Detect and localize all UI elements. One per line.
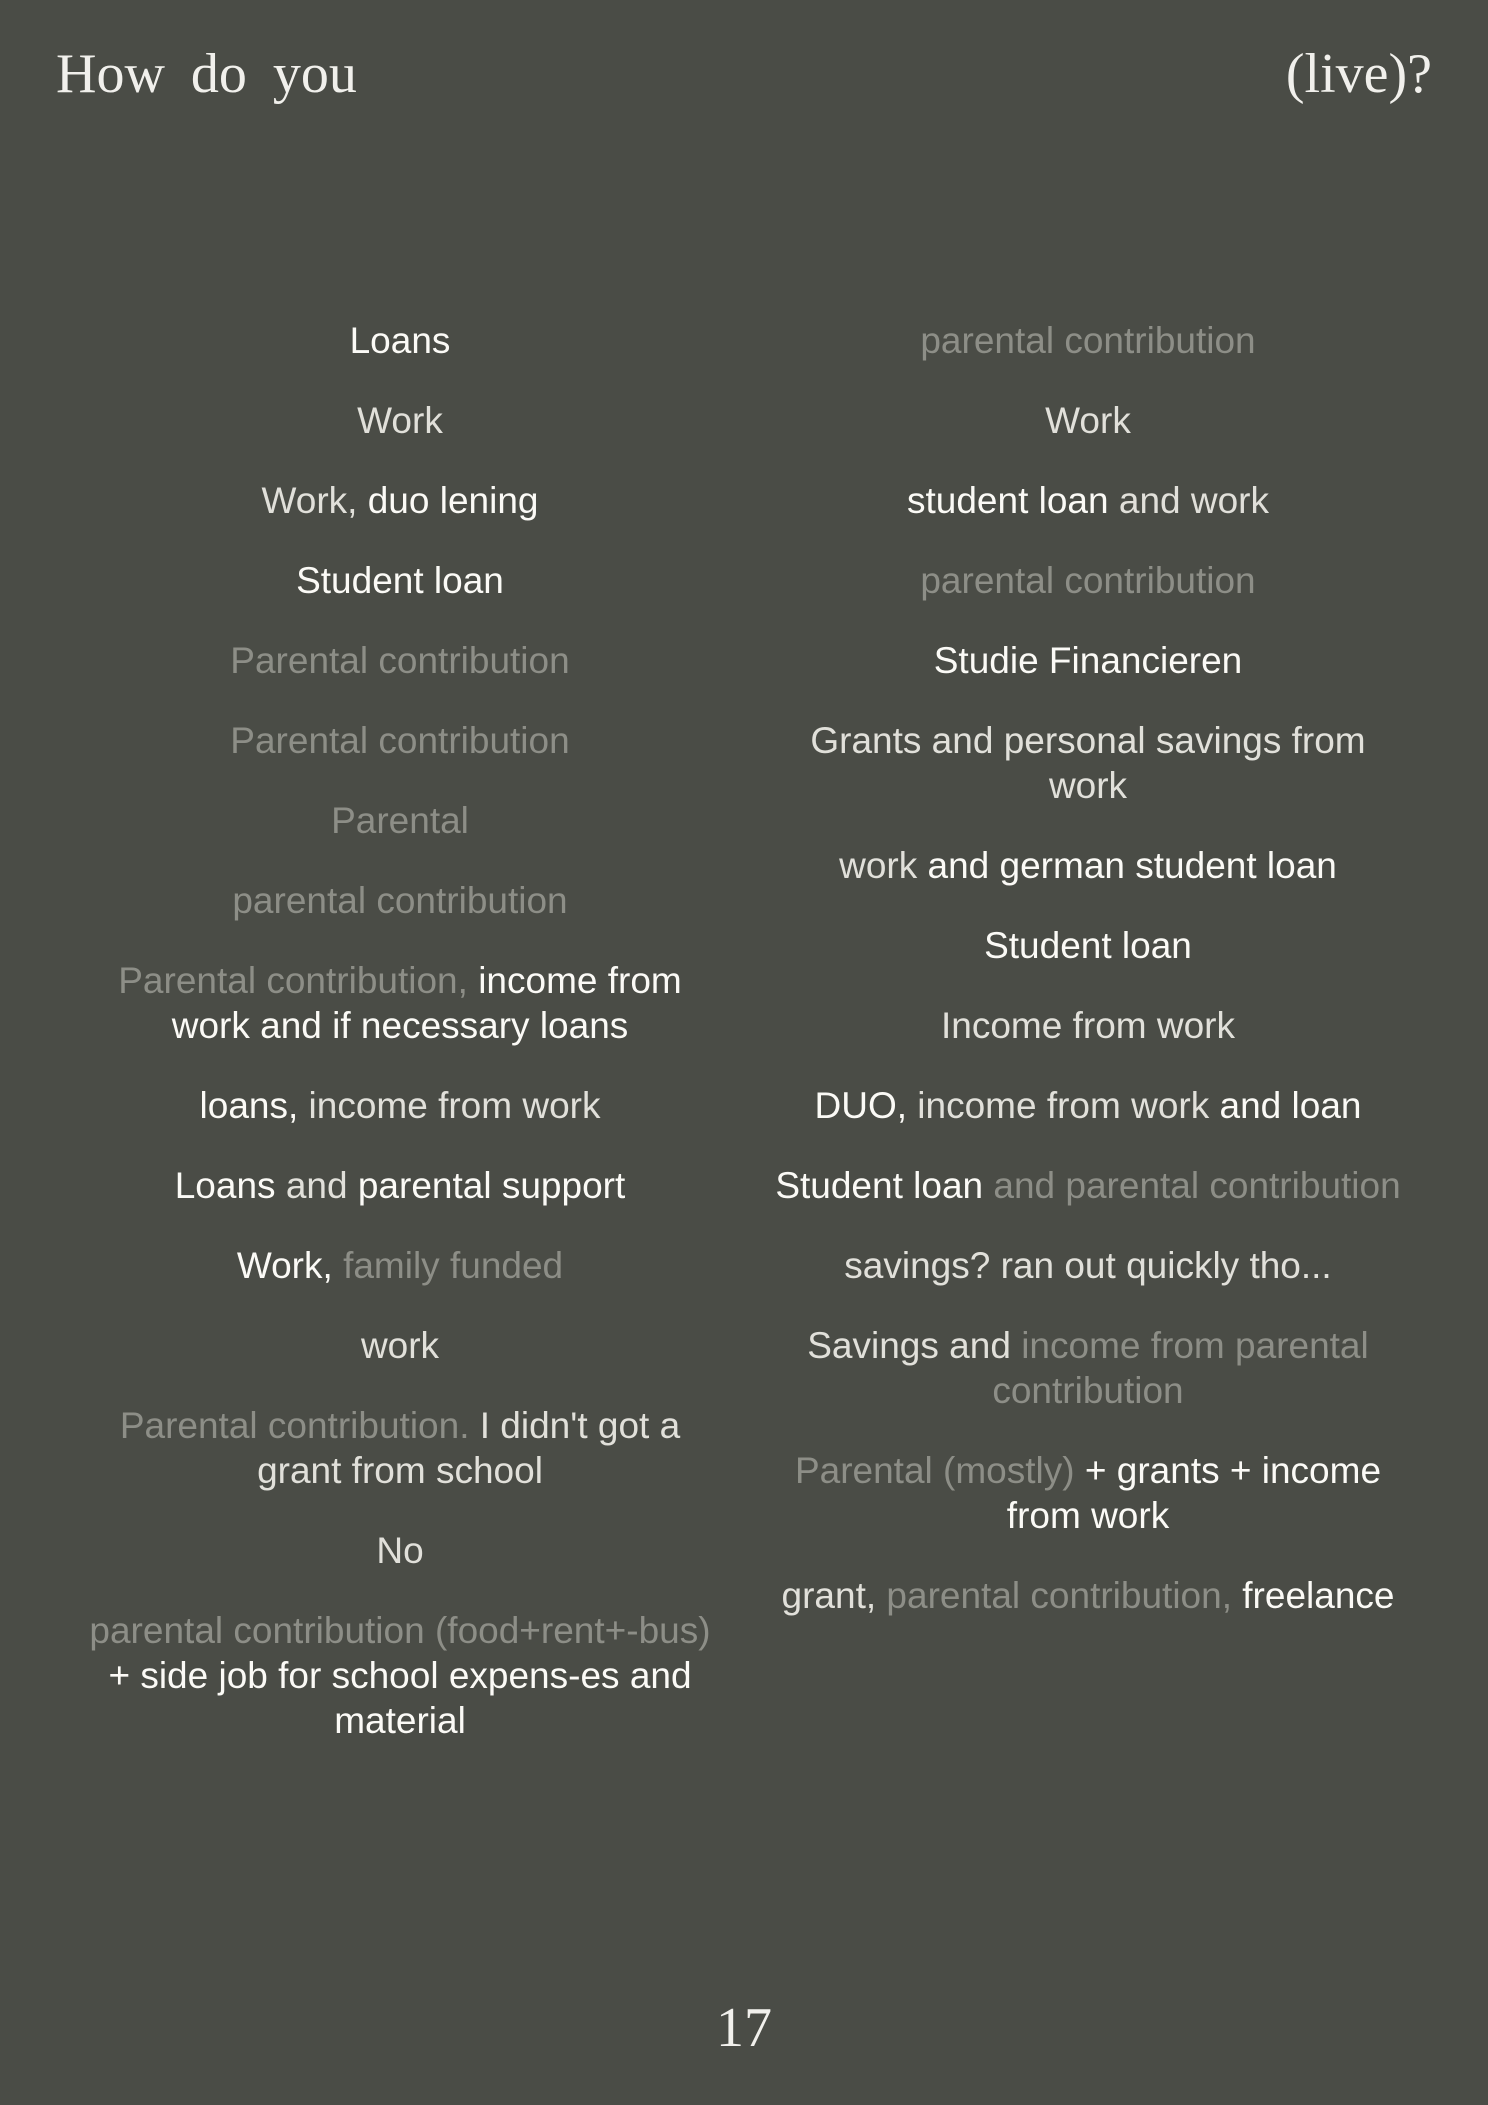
response-text: Grants and personal savings from work [810,720,1376,806]
response-entry [768,843,1408,888]
response-text: loans, [199,1085,309,1126]
response-entry [768,398,1408,443]
response-text: Parental contribution, [118,960,479,1001]
response-entry [768,1083,1408,1128]
response-text: and parental contribution [993,1165,1401,1206]
response-text: savings? ran out quickly tho... [844,1245,1332,1286]
response-entry [768,1323,1408,1413]
response-text: family funded [343,1245,564,1286]
response-entry [80,558,720,603]
response-entry [80,1163,720,1208]
response-text: Student loan [296,560,504,601]
response-text: income from work [917,1085,1220,1126]
response-text: Loans [174,1165,286,1206]
response-entry [80,878,720,923]
response-text: Work [1045,400,1131,441]
response-text: Parental (mostly) [794,1450,1085,1491]
response-text: income from work [308,1085,601,1126]
response-entry [80,398,720,443]
page-number: 17 [716,1997,772,2059]
response-text: work [839,845,928,886]
response-text: freelance [1242,1575,1395,1616]
page-title-right: (live)? [1285,43,1432,105]
response-entry [80,638,720,683]
response-text: Work, [261,480,368,521]
response-entry [768,1448,1408,1538]
responses-column-left [80,318,720,1778]
response-text: parental contribution [920,560,1256,601]
response-entry [768,1163,1408,1208]
responses-column-right [768,318,1408,1653]
response-text: Parental contribution [230,640,570,681]
response-text: Studie Financieren [933,640,1243,681]
response-entry [768,558,1408,603]
response-text: parental contribution [920,320,1256,361]
response-text: income from work and if necessary loans [171,960,693,1046]
response-entry [80,1403,720,1493]
response-text: + grants + income from work [1006,1450,1392,1536]
response-entry [80,1323,720,1368]
response-entry [768,1243,1408,1288]
response-entry [80,718,720,763]
response-entry [80,1608,720,1743]
response-entry [80,798,720,843]
response-text: Loans [349,320,451,361]
response-text: + side job for school expens-es and material [108,1655,702,1741]
response-text: Student loan [775,1165,994,1206]
response-text: I didn't got a grant from school [257,1405,691,1491]
response-entry [768,1003,1408,1048]
response-text: parental contribution, [886,1575,1243,1616]
response-entry [768,1573,1408,1618]
response-entry [80,1243,720,1288]
response-text: and work [1118,480,1270,521]
response-text: and [285,1165,358,1206]
response-entry [80,1528,720,1573]
response-text: Parental contribution. [119,1405,480,1446]
response-entry [768,718,1408,808]
response-text: student loan [906,480,1119,521]
response-text: Income from work [940,1005,1235,1046]
response-text: No [376,1530,424,1571]
response-text: duo lening [367,480,539,521]
page-title: How do you [56,43,357,105]
response-text: Parental [331,800,469,841]
response-text: income from parental contribution [992,1325,1380,1411]
response-text: parental contribution (food+rent+-bus) [89,1610,721,1651]
response-entry [80,478,720,523]
response-text: DUO, [814,1085,918,1126]
response-entry [80,318,720,363]
response-entry [768,923,1408,968]
response-text: Work, [236,1245,344,1286]
response-text: and german student loan [927,845,1337,886]
response-text: Parental contribution [230,720,570,761]
response-text: grant, [781,1575,887,1616]
response-text: parental support [357,1165,626,1206]
response-entry [768,318,1408,363]
response-text: Savings and [807,1325,1022,1366]
response-text: Student loan [984,925,1192,966]
response-entry [80,1083,720,1128]
response-text: Work [357,400,443,441]
response-text: work [360,1325,440,1366]
response-entry [768,638,1408,683]
response-entry [80,958,720,1048]
response-text: and loan [1219,1085,1362,1126]
response-entry [768,478,1408,523]
response-text: parental contribution [232,880,568,921]
